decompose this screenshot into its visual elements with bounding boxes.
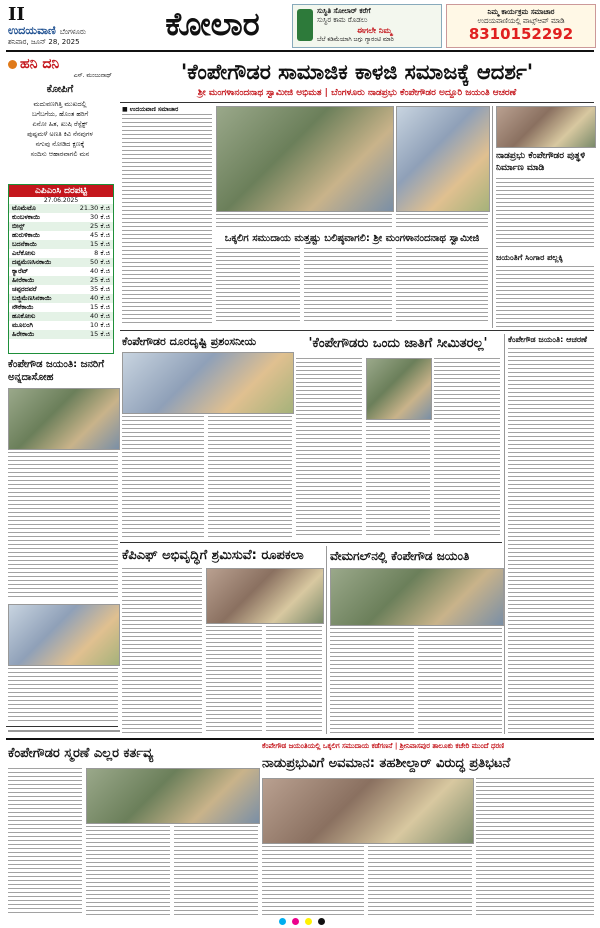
apmc-row (9, 249, 113, 258)
main-byline (122, 106, 212, 114)
apmc-row (9, 303, 113, 312)
apmc-row (9, 231, 113, 240)
apmc-item: ಹಿರೇಕಾಯಿ (12, 330, 35, 338)
apmc-item: ಚಪ್ಪರದವರೆ (12, 285, 37, 293)
apmc-item: ಬೀನ್ಸ್ (12, 222, 25, 230)
story-7-body-2 (86, 826, 170, 916)
apmc-item: ಬಜ್ಜಿಮೆಣಸಿನಕಾಯಿ (12, 294, 52, 302)
poem-line: ಮದುವಣಗಿತ್ತಿ ಮುಖದಲ್ಲಿ (33, 100, 87, 108)
apmc-price: 8 ಕೆ.ಜಿ (94, 249, 110, 257)
story-7-headline: ಕೆಂಪೇಗೌಡರ ಸ್ಮರಣೆ ಎಲ್ಲರ ಕರ್ತವ್ಯ (8, 746, 154, 761)
side-headline-2: ಜಯಂತಿಗೆ ಸಿಂಗಾರ ಪಲ್ಲಕ್ಕಿ (496, 253, 563, 262)
apmc-price: 45 ಕೆ.ಜಿ (90, 231, 110, 239)
print-registration-marks (92, 918, 512, 926)
main-caption-2 (396, 214, 488, 230)
apmc-date: 27.06.2025 (9, 197, 113, 204)
apmc-item: ನೌಕೆಕಾಯಿ (12, 303, 34, 311)
story-6-photo (330, 568, 504, 626)
apmc-row (9, 213, 113, 222)
apmc-row (9, 258, 113, 267)
story-7-body-3 (174, 826, 258, 916)
apmc-price: 25 ಕೆ.ಜಿ (90, 222, 110, 230)
apmc-item: ಮೂಲಂಗಿ (12, 321, 33, 329)
apmc-price: 30 ಕೆ.ಜಿ (90, 213, 110, 221)
story-1-body (8, 452, 118, 600)
apmc-item: ಎಲೆಕೋಸು (12, 249, 36, 257)
story-3-headline: 'ಕೆಂಪೇಗೌಡರು ಒಂದು ಜಾತಿಗೆ ಸೀಮಿತರಲ್ಲ' (308, 336, 488, 351)
main-headline: 'ಕೆಂಪೇಗೌಡರ ಸಾಮಾಜಿಕ ಕಾಳಜಿ ಸಮಾಜಕ್ಕೆ ಆದರ್ಶ' (180, 60, 534, 84)
apmc-price: 15 ಕೆ.ಜಿ (90, 240, 110, 248)
story-4-headline: ಕೆಂಪೇಗೌಡ ಜಯಂತಿ: ಆಚರಣೆ (508, 335, 587, 344)
edition-name: ಬೆಂಗಳೂರು (59, 28, 86, 36)
issue-date: ಶನಿವಾರ, ಜೂನ್ 28, 2025 (8, 38, 80, 46)
solar-ad (292, 4, 442, 48)
ad-line: ಬೆಲೆ ಕಡಿಮೆಯಾಗಿ ಜಗ್ಗು ಗ್ಯಾರಂಟಿ ಮಾರಿ (317, 36, 394, 43)
ad-line: ಸುಸ್ಥಿತಿ ಸೋಲಾರ್‌ ಕರೆಗೆ (317, 7, 371, 15)
story-2-photo (122, 352, 294, 414)
poem-title: ಕೋಪಿಗೆ (46, 84, 74, 95)
story-7-body-1 (8, 768, 82, 916)
apmc-item: ಕುಂಬಳಕಾಯಿ (12, 213, 41, 221)
district-title: ಕೋಲಾರ (165, 5, 260, 43)
poem-line: ನಗುವು ನೋಡಿದ ಕ್ಷಣಕ್ಕೆ (35, 140, 85, 148)
story-5-body-2 (206, 626, 262, 734)
story-3-body-2 (366, 422, 430, 538)
story-7-photo (8, 730, 120, 732)
apmc-price: 35 ಕೆ.ಜಿ (90, 285, 110, 293)
column-brand: ಹನಿ ದನಿ (20, 56, 60, 72)
story-2-headline: ಕೆಂಪೇಗೌಡರ ದೂರದೃಷ್ಟಿ ಪ್ರಶಂಸನೀಯ (122, 335, 257, 348)
main-caption-1 (216, 214, 392, 230)
side-headline: ನಾಡಪ್ರಭು ಕೆಂಪೇಗೌಡರ ಪುತ್ಥಳಿ ನಿರ್ಮಾಣ ಮಾಡಿ (496, 151, 586, 173)
apmc-row (9, 276, 113, 285)
side-photo (496, 106, 596, 148)
main-photo-1 (216, 106, 394, 212)
story-6-headline: ವೇಮಗಲ್‌ನಲ್ಲಿ ಕೆಂಪೇಗೌಡ ಜಯಂತಿ (330, 549, 470, 563)
side-body-2 (496, 266, 594, 328)
column-author: ಎಸ್. ಮಂಜುನಾಥ್ (73, 72, 112, 79)
apmc-price: 10 ಕೆ.ಜಿ (90, 321, 110, 329)
story-8-photo (262, 778, 474, 844)
story-1-caption (8, 668, 118, 722)
story-5-body-3 (266, 626, 322, 734)
poem-lines (8, 99, 112, 159)
story-1-photo (8, 388, 120, 450)
poem-line: ಪುಷ್ಪಮಳೆ ಅಣತಿ ಕಿವಿ ನೆನಪುಗಳ (27, 130, 93, 138)
main-body-col4 (396, 248, 488, 324)
ad-line: ಸುಸ್ಥಿರ ಕಾಮ ರೊಡಲು (317, 16, 368, 24)
phone-image-icon (297, 9, 313, 41)
apmc-row (9, 222, 113, 231)
side-body (496, 178, 594, 248)
apmc-row (9, 330, 113, 339)
story-8-body-1 (262, 846, 364, 916)
paper-name: ಉದಯವಾಣಿ (8, 24, 56, 37)
story-8-kicker: ಕೆಂಪೇಗೌಡ ಜಯಂತಿಯಲ್ಲಿ ಒಕ್ಕಲಿಗ ಸಮುದಾಯ ಕಡೆಗಣನೆ | ಶ್ರೀನಿವಾಸಪುರ ತಾಲೂಕು ಕಚೇರಿ ಮುಂದೆ ಧರಣಿ (262, 742, 505, 750)
apmc-price: 40 ಕೆ.ಜಿ (90, 267, 110, 275)
apmc-price: 15 ಕೆ.ಜಿ (90, 330, 110, 338)
ad-line: ಉದಯವಾಣಿಯಲ್ಲಿ ವಾಟ್ಸ್‌ಆಪ್ ಮಾಡಿ (477, 17, 565, 25)
story-2-body-2 (208, 416, 292, 538)
story-8-body-3 (476, 778, 594, 916)
byline-text: ಉದಯವಾಣಿ ಸಮಾಚಾರ (129, 106, 179, 113)
story-3-body-3 (434, 358, 500, 538)
apmc-row (9, 285, 113, 294)
main-body-col1 (122, 114, 212, 324)
whatsapp-ad (446, 4, 596, 48)
apmc-row (9, 240, 113, 249)
story-4-body (508, 348, 594, 734)
apmc-title: ಎಪಿಎಂಸಿ ದರಪಟ್ಟಿ (9, 185, 113, 197)
story-5-headline: ಕೆಪಿಎಫ್ ಅಭಿವೃದ್ಧಿಗೆ ಶ್ರಮಿಸುವೆ: ರೂಪಕಲಾ (122, 548, 304, 563)
masthead-left (8, 6, 118, 46)
apmc-price: 15 ಕೆ.ಜಿ (90, 303, 110, 311)
apmc-row (9, 294, 113, 303)
ad-line: ಈಗಲೇ ನಿಮ್ಮ (357, 26, 393, 35)
story-1-photo-2 (8, 604, 120, 666)
story-7-photo-main (86, 768, 260, 824)
apmc-price: 40 ಕೆ.ಜಿ (90, 294, 110, 302)
apmc-price: 21.30 ಕೆ.ಜಿ (79, 204, 110, 212)
story-6-body-2 (418, 628, 502, 734)
main-section-head: ಒಕ್ಕಲಿಗ ಸಮುದಾಯ ಮತ್ತಷ್ಟು ಬಲಿಷ್ಠವಾಗಲಿ: ಶ್ರೀ ಮಂಗಳಾನಂದನಾಥ ಸ್ವಾಮೀಜಿ (224, 233, 480, 244)
story-8-body-2 (368, 846, 472, 916)
poem-line: ಸಂದಿಸು ಆಹಾರವಾಗಲಿ ಮನ (30, 150, 90, 158)
pen-icon: ■ (122, 106, 130, 113)
main-body-col2 (216, 248, 300, 324)
honey-dani-box (8, 56, 112, 180)
apmc-item: ಟೊಮೆಟೊ (12, 204, 36, 212)
poem-line: ಬಗೆಬಗೆಯ, ಹೊಂತ ಹರಿಗೆ (31, 110, 89, 118)
ad-line: ನಿಮ್ಮ ಕಾರ್ಯಕ್ರಮ ಸಮಾಚಾರ (487, 8, 555, 16)
poem-line: ಏನೋ ಹಿತ, ಖುಷಿ ರೆಸ್ಪೆಕ್ಟ್ (32, 120, 88, 128)
main-body-col3 (304, 248, 392, 324)
apmc-row (9, 321, 113, 330)
apmc-item: ಬದನೆಕಾಯಿ (12, 240, 37, 248)
apmc-row (9, 267, 113, 276)
story-3-photo (366, 358, 432, 420)
story-3-body-1 (296, 358, 362, 538)
page-number: II (8, 4, 25, 25)
story-8-headline: ನಾಡುಪ್ರಭುವಿಗೆ ಅವಮಾನ: ತಹಶೀಲ್ದಾರ್ ವಿರುದ್ಧ ಪ್ರತಿಭಟನೆ (262, 756, 511, 771)
story-6-body-1 (330, 628, 414, 734)
main-subhead: ಶ್ರೀ ಮಂಗಳಾನಂದನಾಥ ಸ್ವಾಮೀಜಿ ಅಭಿಮತ | ಬೆಂಗಳೂರು ನಾಡಪ್ರಭು ಕೆಂಪೇಗೌಡರ ಅದ್ದೂರಿ ಜಯಂತಿ ಆಚರಣೆ (197, 88, 517, 98)
apmc-price: 25 ಕೆ.ಜಿ (90, 276, 110, 284)
apmc-item: ದಪ್ಪಮೆಣಸಿನಕಾಯಿ (12, 258, 52, 266)
apmc-item: ಕ್ಯಾರೆಟ್ (12, 267, 29, 275)
apmc-item: ಹುರುಳಿಕಾಯಿ (12, 231, 40, 239)
main-photo-2 (396, 106, 490, 212)
apmc-price: 50 ಕೆ.ಜಿ (90, 258, 110, 266)
story-5-body-1 (122, 568, 202, 734)
apmc-table (8, 184, 114, 354)
apmc-row (9, 204, 113, 213)
phone-number: 8310152292 (468, 25, 574, 43)
apmc-price: 40 ಕೆ.ಜಿ (90, 312, 110, 320)
story-5-photo (206, 568, 324, 624)
story-1-headline: ಕೆಂಪೇಗೌಡ ಜಯಂತಿ: ಜನರಿಗೆ ಅನ್ನದಾಸೋಹ (8, 359, 105, 383)
apmc-item: ಹೀರೆಕಾಯಿ (12, 276, 35, 284)
apmc-item: ಹೂಕೋಸು (12, 312, 36, 320)
drop-icon (8, 60, 17, 69)
story-2-body-1 (122, 416, 204, 538)
apmc-row (9, 312, 113, 321)
